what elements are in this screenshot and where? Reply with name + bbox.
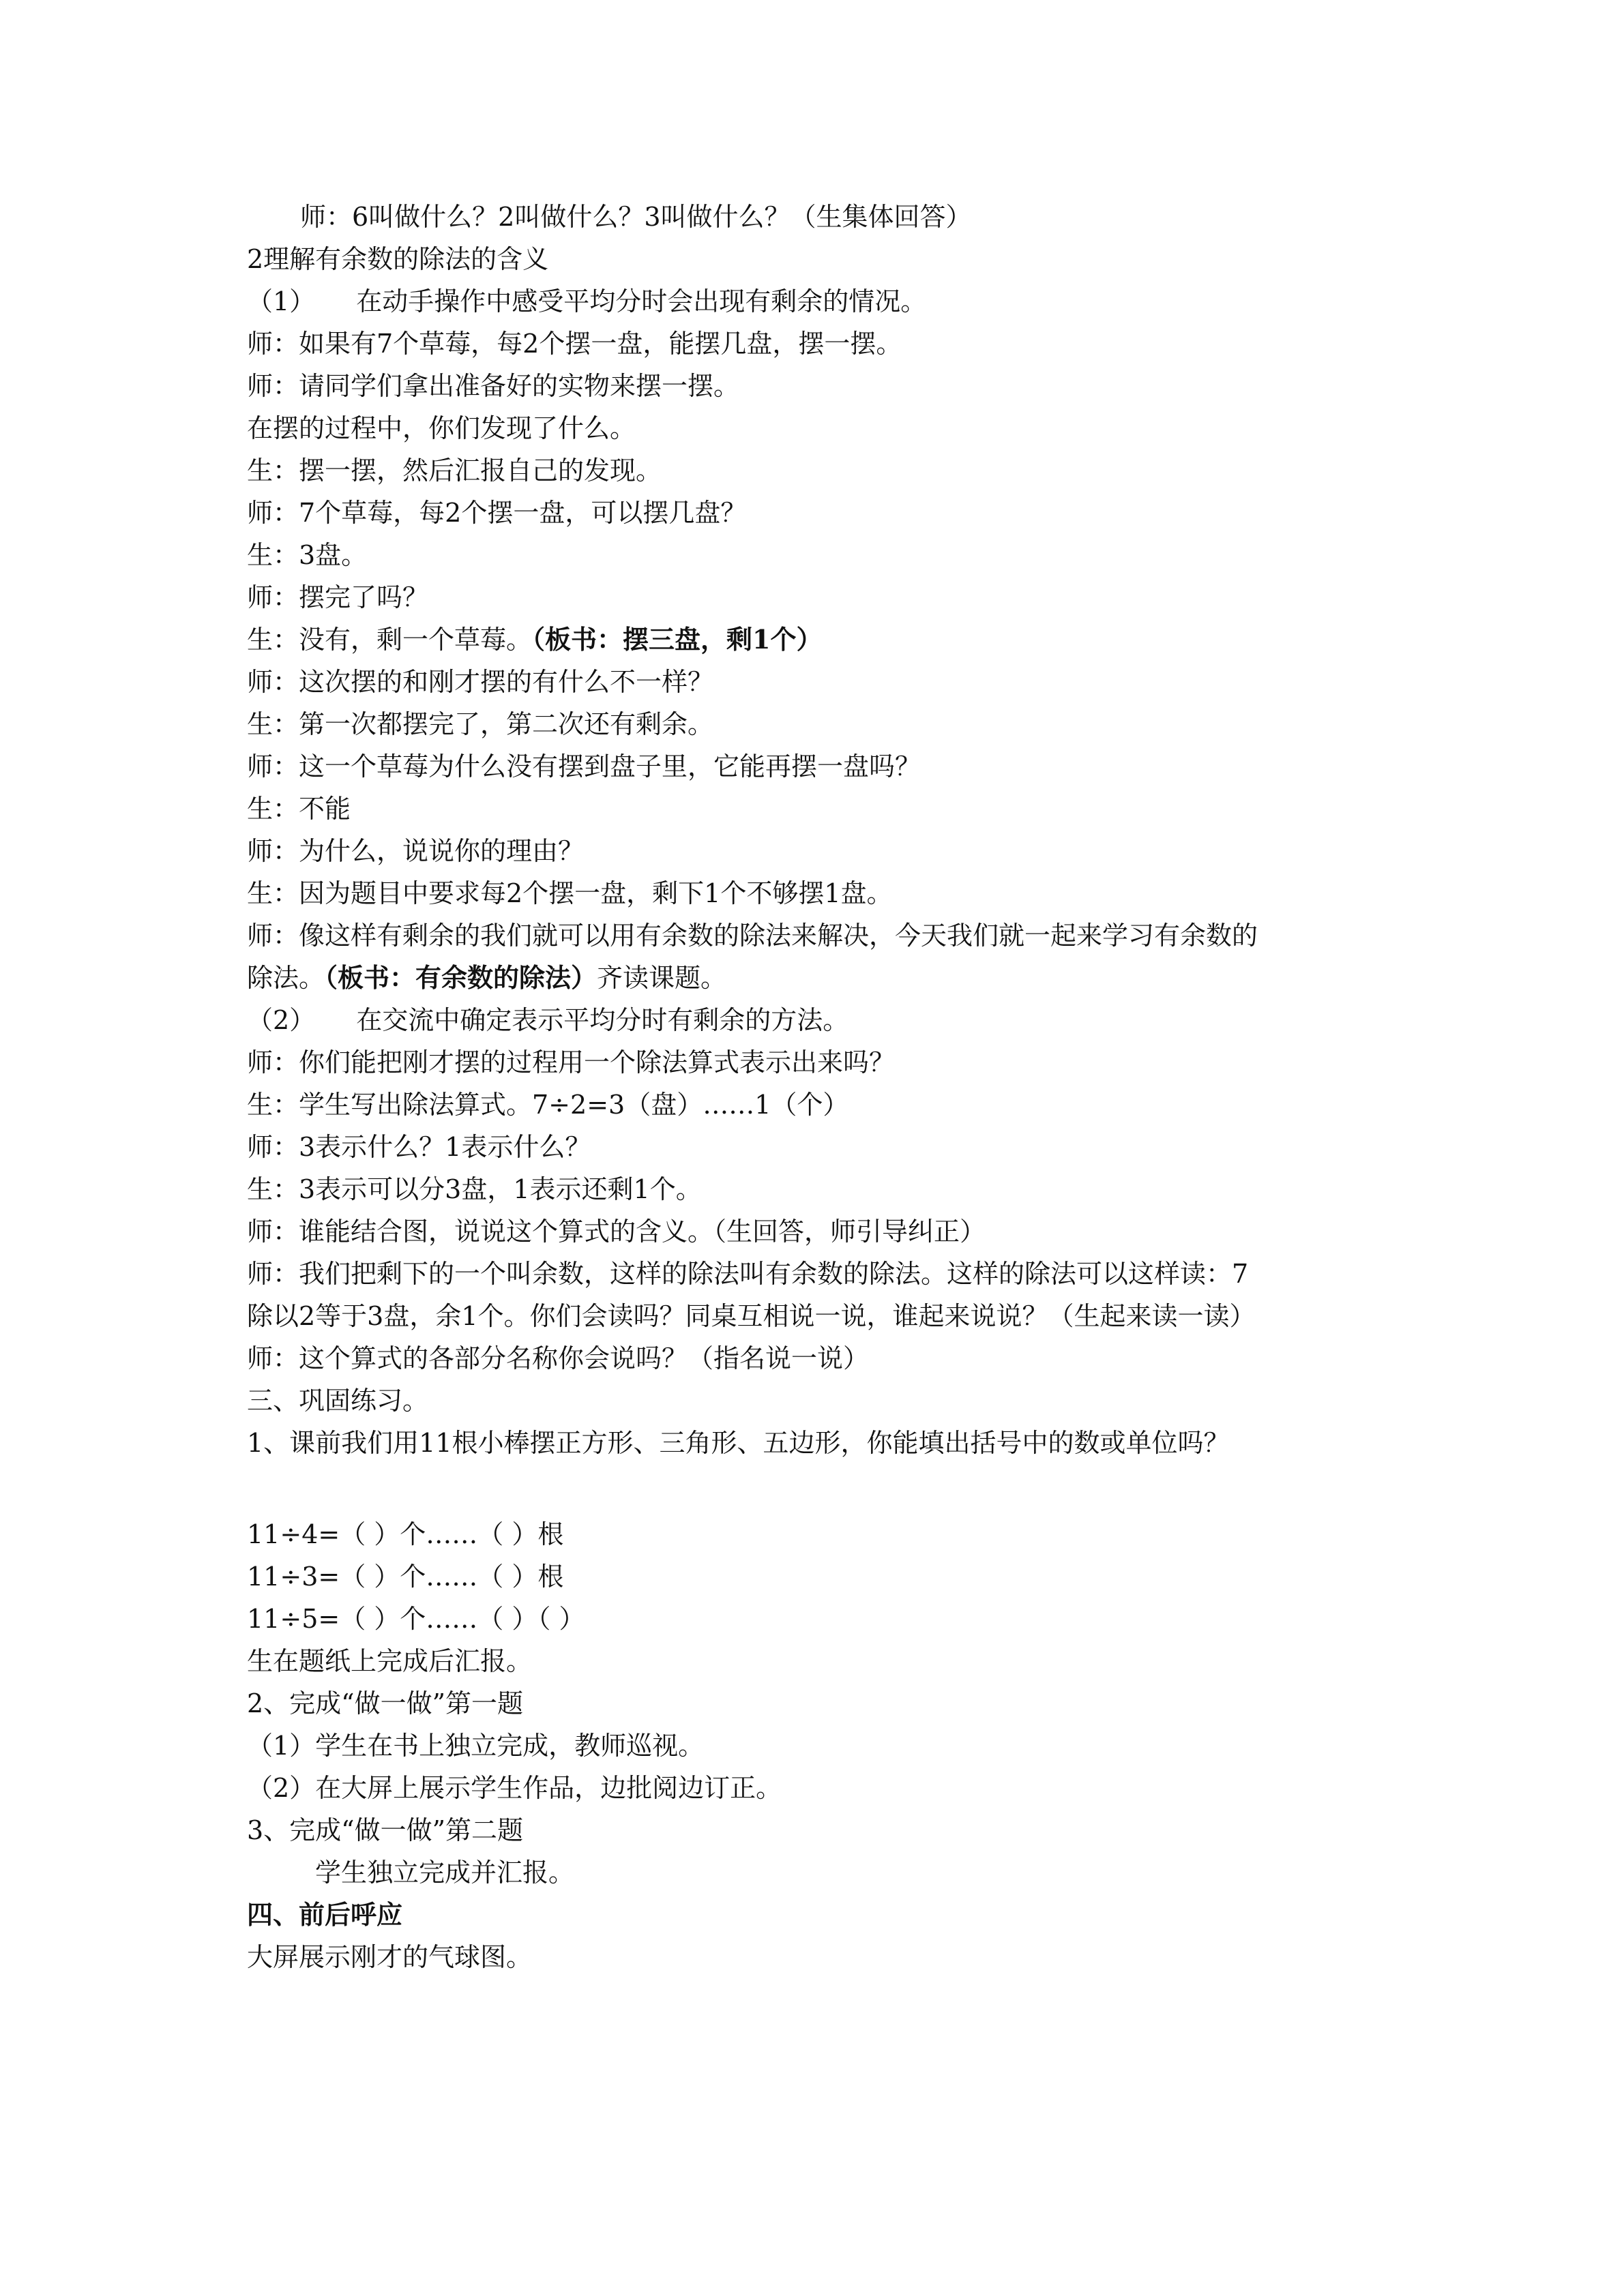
text-line: 生在题纸上完成后汇报。 [247,1646,533,1676]
text-line: 生：不能 [247,794,351,824]
text-line: 2、完成“做一做”第一题 [247,1688,524,1718]
subsection-heading [247,284,1406,318]
text-line: 生：3表示可以分3盘，1表示还剩1个。 [247,1174,702,1204]
section-heading: 四、前后呼应 [247,1899,403,1930]
list-text: 在动手操作中感受平均分时会出现有剩余的情况。 [356,286,927,316]
text-line: 师：这个算式的各部分名称你会说吗？（指名说一说） [247,1343,870,1373]
text-line [247,623,1406,657]
text-line: 师：这次摆的和刚才摆的有什么不一样？ [247,667,714,697]
list-number: （1） [247,286,316,316]
text-line: 师：如果有7个草莓，每2个摆一盘，能摆几盘，摆一摆。 [247,329,902,359]
exercise-equation: 11÷5=（ ）个……（ ）（ ） [247,1604,585,1634]
text-line: 师：像这样有剩余的我们就可以用有余数的除法来解决，今天我们就一起来学习有余数的 [247,921,1258,951]
text-line: 师：6叫做什么？2叫做什么？3叫做什么？（生集体回答） [300,202,972,232]
text-line: 3、完成“做一做”第二题 [247,1815,524,1845]
text-line: 师：7个草莓，每2个摆一盘，可以摆几盘？ [247,498,747,528]
section-heading: 三、巩固练习。 [247,1386,429,1416]
text-line: 师：为什么，说说你的理由？ [247,836,585,866]
board-note: （板书：有余数的除法） [325,962,597,993]
list-text: 在交流中确定表示平均分时有剩余的方法。 [356,1005,849,1035]
text-line: 师：你们能把刚才摆的过程用一个除法算式表示出来吗？ [247,1047,896,1077]
text-line: （1）学生在书上独立完成，教师巡视。 [247,1731,705,1761]
text-line: 师：这一个草莓为什么没有摆到盘子里，它能再摆一盘吗？ [247,751,921,781]
text-line: 师：谁能结合图，说说这个算式的含义。（生回答，师引导纠正） [247,1217,986,1247]
text-line: 生：因为题目中要求每2个摆一盘，剩下1个不够摆1盘。 [247,878,893,908]
text-line: 在摆的过程中，你们发现了什么。 [247,413,636,443]
exercise-equation: 11÷3=（ ）个……（ ）根 [247,1562,564,1592]
text-line: 生：学生写出除法算式。7÷2=3（盘）……1（个） [247,1090,849,1120]
text-line: 师：请同学们拿出准备好的实物来摆一摆。 [247,371,740,401]
text-line: 师：摆完了吗？ [247,582,429,612]
text-line: （2）在大屏上展示学生作品，边批阅边订正。 [247,1773,782,1803]
text-line: 大屏展示刚才的气球图。 [247,1942,533,1972]
text-line: 师：我们把剩下的一个叫余数，这样的除法叫有余数的除法。这样的除法可以这样读：7 [247,1259,1249,1289]
text-line: 除以2等于3盘，余1个。你们会读吗？同桌互相说一说，谁起来说说？（生起来读一读） [247,1301,1256,1331]
exercise-equation: 11÷4=（ ）个……（ ）根 [247,1519,564,1549]
section-heading: 2理解有余数的除法的含义 [247,244,549,274]
subsection-heading [247,1003,1406,1037]
dialogue-text: 生：没有，剩一个草莓。 [247,625,533,655]
board-note: （板书：摆三盘，剩1个） [532,624,823,655]
text-line: 生：3盘。 [247,540,368,570]
text-line: 生：第一次都摆完了，第二次还有剩余。 [247,709,714,739]
text-line: 学生独立完成并汇报。 [315,1858,575,1888]
dialogue-text: 除法。 [247,963,325,993]
text-line: 师：3表示什么？1表示什么？ [247,1132,591,1162]
dialogue-text: 齐读课题。 [597,963,727,993]
text-line: 1、课前我们用11根小棒摆正方形、三角形、五边形，你能填出括号中的数或单位吗？ [247,1428,1230,1458]
text-line [247,961,1406,995]
list-number: （2） [247,1005,316,1035]
text-line: 生：摆一摆，然后汇报自己的发现。 [247,456,662,486]
